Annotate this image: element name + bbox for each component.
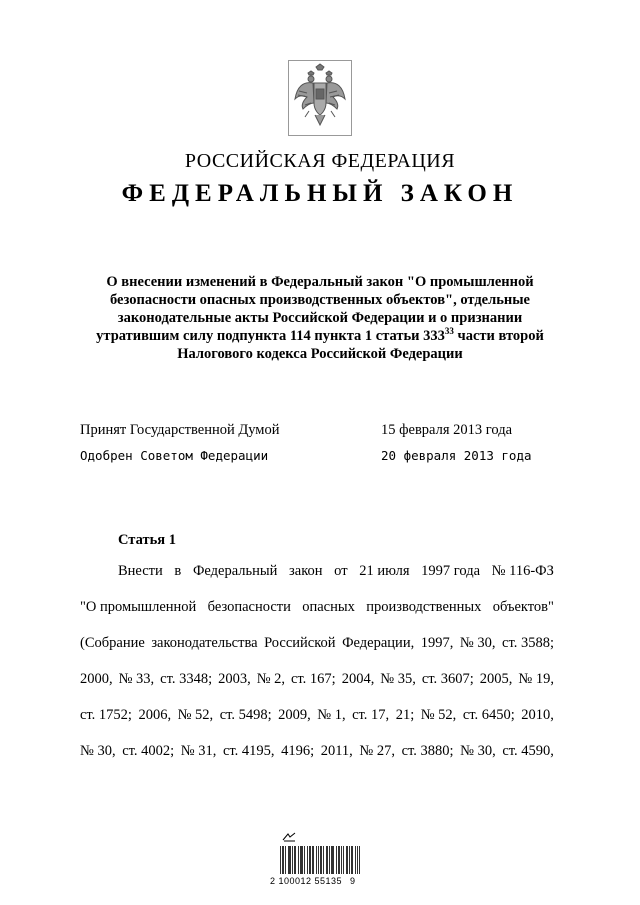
council-label: Одобрен Советом Федерации [80, 448, 269, 463]
article-word: 2003, [218, 671, 251, 687]
article-word: Внести [118, 563, 163, 579]
article-word: ст. 3880; [401, 743, 454, 759]
barcode-bar [313, 846, 314, 874]
article-text-line [80, 635, 554, 652]
article-word: опасных [302, 599, 355, 615]
barcode-bar [343, 846, 344, 874]
double-headed-eagle-icon [289, 61, 351, 135]
barcode-bar [302, 846, 303, 874]
article-heading: Статья 1 [118, 532, 176, 548]
article-word: № 30, [459, 635, 496, 651]
barcode-bar [294, 846, 295, 874]
article-word: № 30, [460, 743, 496, 759]
article-word: законодательства [151, 635, 258, 651]
law-title-line: законодательные акты Российской Федерации и о признании [117, 310, 523, 326]
article-word: ст. 4590, [502, 743, 554, 759]
article-word: 2006, [138, 707, 172, 723]
article-word: № 31, [180, 743, 217, 759]
law-title-line: Налогового кодекса Российской Федерации [177, 346, 463, 362]
barcode-bar [312, 846, 313, 874]
article-word: Российской [264, 635, 336, 651]
barcode-bar [323, 846, 324, 874]
article-word: № 52, [420, 707, 457, 723]
barcode [280, 846, 360, 874]
article-word: 2000, [80, 671, 113, 687]
barcode-bar [332, 846, 333, 874]
barcode-bar [298, 846, 299, 874]
barcode-bar [351, 846, 352, 874]
barcode-bar [357, 846, 358, 874]
article-text-line [118, 563, 554, 580]
article-word: 21 июля [359, 563, 410, 579]
barcode-bar [336, 846, 337, 874]
duma-label: Принят Государственной Думой [80, 422, 280, 438]
council-date: 20 февраля 2013 года [381, 448, 532, 463]
country-name: РОССИЙСКАЯ ФЕДЕРАЦИЯ [184, 150, 456, 172]
article-word: в [174, 563, 182, 579]
article-word: ст. 167; [291, 671, 336, 687]
article-word: № 19, [518, 671, 554, 687]
barcode-bar [288, 846, 289, 874]
barcode-bar [309, 846, 310, 874]
barcode-number: 2 100012 55135 [270, 876, 343, 886]
article-word: объектов" [492, 599, 554, 615]
barcode-bar [304, 846, 305, 874]
barcode-bar [329, 846, 330, 874]
law-title-line: безопасности опасных производственных объектов", отдельные [110, 292, 530, 308]
barcode-bar [320, 846, 321, 874]
barcode-bar [289, 846, 290, 874]
barcode-bar [295, 846, 296, 874]
law-title-text: утратившим силу подпункта 114 пункта 1 статьи 333 [96, 328, 445, 344]
law-title [70, 273, 570, 363]
article-word: (Собрание [80, 635, 145, 651]
article-word: ст. 4195, [222, 743, 275, 759]
barcode-bar [339, 846, 340, 874]
article-word: ст. 3348; [160, 671, 213, 687]
article-word: 4196; [281, 743, 315, 759]
article-word: ст. 17, [352, 707, 390, 723]
law-title-text: части второй [453, 328, 544, 344]
article-word: № 2, [256, 671, 286, 687]
article-word: безопасности [207, 599, 291, 615]
article-word: закон [289, 563, 323, 579]
article-word: № 116-ФЗ [491, 563, 554, 579]
article-text-line [80, 599, 554, 616]
law-title-line [70, 327, 570, 345]
article-word: 2009, [278, 707, 311, 723]
barcode-bar [292, 846, 293, 874]
article-word: 1997, [420, 635, 454, 651]
article-word: № 30, [80, 743, 116, 759]
article-word: ст. 3588; [502, 635, 554, 651]
article-word: ст. 3607; [421, 671, 474, 687]
duma-date: 15 февраля 2013 года [381, 422, 513, 438]
article-word: ст. 1752; [80, 707, 132, 723]
barcode-bar [349, 846, 350, 874]
article-word: 2011, [320, 743, 353, 759]
article-word: № 27, [359, 743, 395, 759]
article-word: Федерации, [342, 635, 415, 651]
barcode-bar [355, 846, 356, 874]
barcode-bar [301, 846, 302, 874]
barcode-bar [347, 846, 348, 874]
barcode-bar [282, 846, 283, 874]
barcode-bar [280, 846, 281, 874]
article-word: № 33, [118, 671, 155, 687]
barcode-bar [327, 846, 328, 874]
barcode-bar [326, 846, 327, 874]
article-word: № 52, [177, 707, 214, 723]
barcode-bar [283, 846, 284, 874]
barcode-bar [333, 846, 334, 874]
barcode-bar [316, 846, 317, 874]
article-text-line [80, 671, 554, 688]
document-type: ФЕДЕРАЛЬНЫЙ ЗАКОН [121, 180, 519, 207]
article-word: "О промышленной [80, 599, 197, 615]
barcode-bar [285, 846, 286, 874]
article-word: ст. 5498; [219, 707, 272, 723]
barcode-bar [331, 846, 332, 874]
article-word: № 35, [380, 671, 416, 687]
article-text-line [80, 707, 554, 724]
article-word: 21; [395, 707, 415, 723]
article-word: ст. 4002; [122, 743, 175, 759]
article-superscript: 33 [444, 326, 454, 337]
barcode-bar [310, 846, 311, 874]
publisher-mark-icon [282, 832, 296, 842]
article-word: № 1, [317, 707, 346, 723]
barcode-bar [341, 846, 342, 874]
barcode-bar [321, 846, 322, 874]
barcode-bar [290, 846, 291, 874]
barcode-bar [359, 846, 360, 874]
barcode-bar [318, 846, 319, 874]
article-word: ст. 6450; [462, 707, 515, 723]
barcode-bar [307, 846, 308, 874]
barcode-check-digit: 9 [350, 876, 356, 886]
article-word: Федеральный [192, 563, 278, 579]
article-word: производственных [366, 599, 482, 615]
article-word: 2004, [341, 671, 375, 687]
law-title-line: О внесении изменений в Федеральный закон "О промышленной [106, 274, 534, 290]
barcode-bar [352, 846, 353, 874]
barcode-bar [338, 846, 339, 874]
article-word: 2010, [521, 707, 554, 723]
article-word: 1997 года [421, 563, 481, 579]
barcode-bar [346, 846, 347, 874]
barcode-bar [300, 846, 301, 874]
article-word: 2005, [479, 671, 513, 687]
article-word: от [334, 563, 348, 579]
article-text-line [80, 743, 554, 760]
coat-of-arms-emblem [288, 60, 352, 136]
